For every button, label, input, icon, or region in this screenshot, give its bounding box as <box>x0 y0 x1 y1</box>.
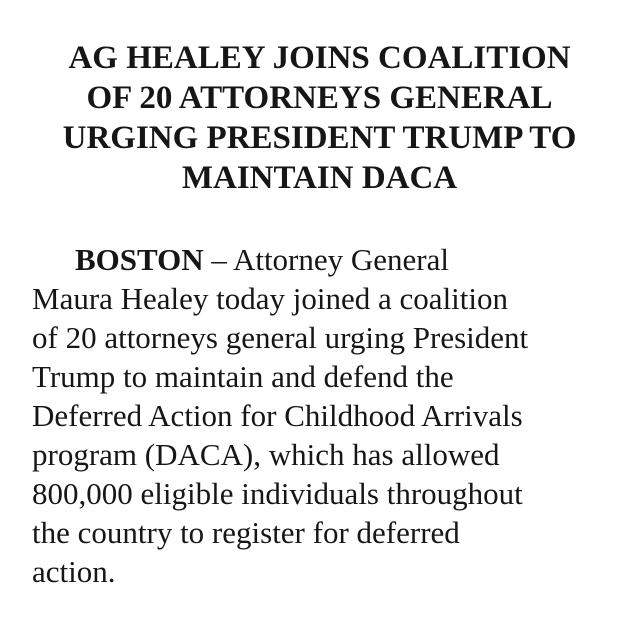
dateline: BOSTON <box>75 242 204 277</box>
body-line: Trump to maintain and defend the <box>32 359 454 394</box>
body-line: the country to register for deferred <box>32 515 460 550</box>
headline-line: AG HEALEY JOINS COALITION <box>68 40 571 76</box>
headline-line: URGING PRESIDENT TRUMP TO <box>62 120 577 156</box>
body-first-line <box>32 240 632 279</box>
body-line: Deferred Action for Childhood Arrivals <box>32 398 523 433</box>
body-line: 800,000 eligible individuals throughout <box>32 476 523 511</box>
headline-line: MAINTAIN DACA <box>181 160 458 196</box>
headline-line: OF 20 ATTORNEYS GENERAL <box>86 80 553 116</box>
body-first-line-text: – Attorney General <box>203 242 449 277</box>
body-paragraph <box>32 240 632 591</box>
body-line: program (DACA), which has allowed <box>32 437 500 472</box>
headline <box>20 38 619 198</box>
body-line: of 20 attorneys general urging President <box>32 320 529 355</box>
body-line: action. <box>32 554 116 589</box>
body-line: Maura Healey today joined a coalition <box>32 281 509 316</box>
